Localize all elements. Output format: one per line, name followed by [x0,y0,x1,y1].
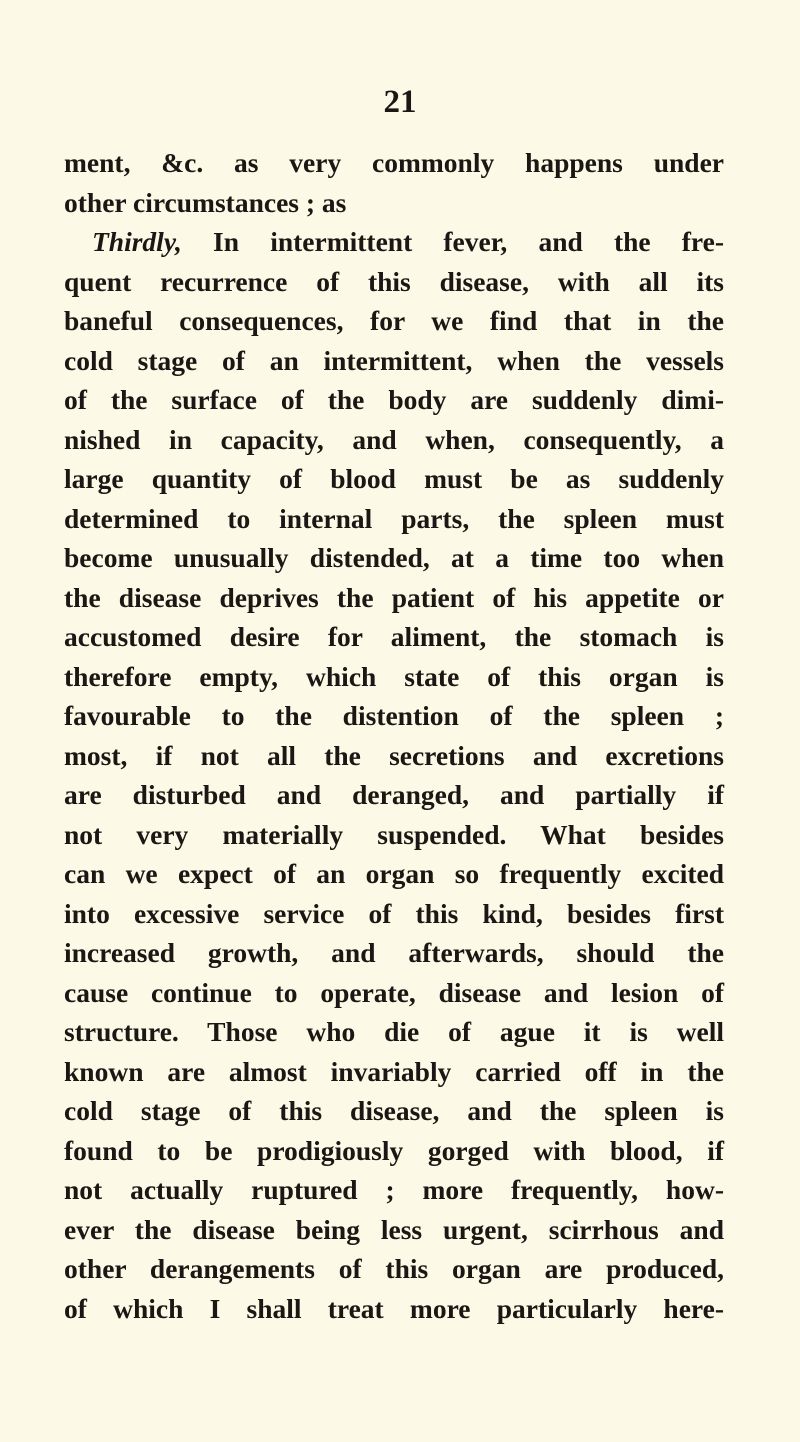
text-line: large quantity of blood must be as suddenly [64,463,724,494]
text-line [64,222,724,262]
text-line: cold stage of an intermittent, when the vessels [64,344,724,376]
text-line: favourable to the distention of the spleen ; [64,700,724,731]
text-line: not very materially suspended. What besides [64,818,724,850]
text-line: cold stage of this disease, and the spleen is [64,1095,724,1126]
page-number: 21 [383,84,417,120]
text-line: accustomed desire for aliment, the stomach is [64,621,724,652]
text-line: of the surface of the body are suddenly dimi- [64,384,724,415]
text-line: nished in capacity, and when, consequently, a [64,423,724,455]
text-line: cause continue to operate, disease and lesion of [64,976,724,1008]
text-line: can we expect of an organ so frequently excited [64,858,724,889]
text-line: therefore empty, which state of this organ is [64,660,724,692]
text-line: the disease deprives the patient of his appetite or [64,581,724,613]
text-line: other circumstances ; as [64,186,347,218]
text-line: ment, &c. as very commonly happens under [64,147,724,178]
text-line: quent recurrence of this disease, with all its [64,265,724,297]
italic-lead: Thirdly, [92,226,182,257]
body-text [64,143,724,1328]
text-line: become unusually distended, at a time too when [64,542,724,573]
text-line: not actually ruptured ; more frequently, how- [64,1174,724,1205]
text-line: other derangements of this organ are produced, [64,1253,724,1284]
text-line: into excessive service of this kind, besides first [64,897,724,929]
text-line: are disturbed and deranged, and partially if [64,779,724,810]
text-line: ever the disease being less urgent, scirrhous and [64,1213,724,1245]
text-line: baneful consequences, for we find that in the [64,305,724,336]
text-line: most, if not all the secretions and excretions [64,739,724,771]
text-line: increased growth, and afterwards, should the [64,937,724,968]
text-line: determined to internal parts, the spleen must [64,502,724,534]
text-line: structure. Those who die of ague it is well [64,1016,724,1047]
text-line: known are almost invariably carried off in the [64,1055,724,1087]
text-line: found to be prodigiously gorged with blood, if [64,1134,724,1166]
line-rest: In intermittent fever, and the fre- [181,226,724,257]
text-line: of which I shall treat more particularly here- [64,1292,724,1324]
